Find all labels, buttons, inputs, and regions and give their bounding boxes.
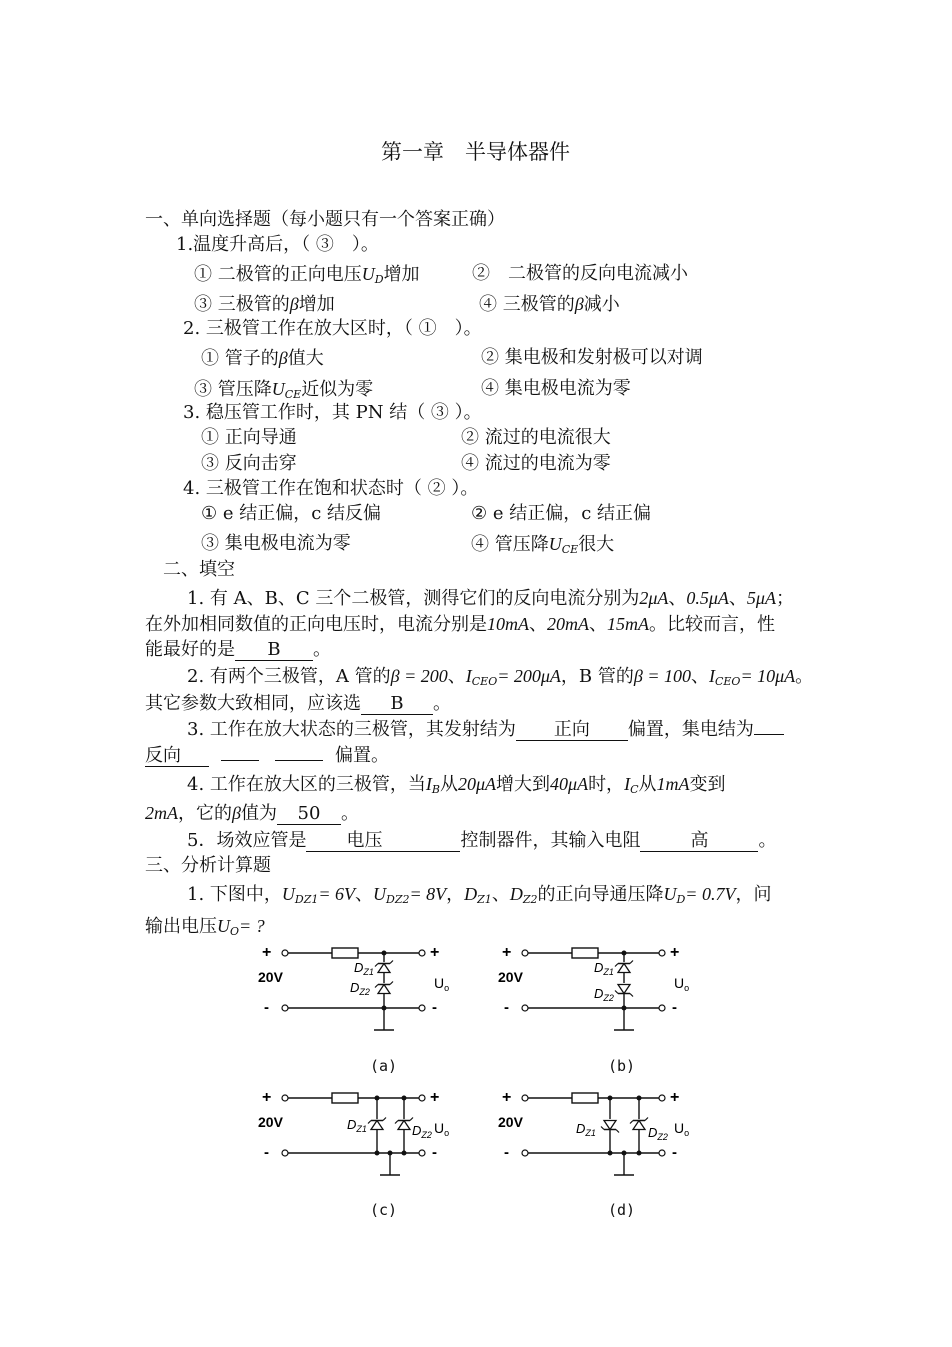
calc-1-line-1: 1. 下图中，$U_{DZ1}= 6V$、$U_{DZ2}= 8V$，$D_{Z1}$、$D_{Z2}$的正向导通压降$U_D= 0.7V$，问: [187, 884, 772, 906]
source-voltage-label: 20V: [258, 969, 283, 985]
fill-3-line-2: 反向 偏置。: [145, 745, 389, 766]
fill-5-answer-2: 高: [640, 831, 758, 852]
fill-3-answer-1: 正向: [516, 720, 628, 741]
caption-a: (a): [370, 1057, 398, 1075]
minus-sign-out: -: [432, 999, 437, 1016]
output-terminal-plus: [659, 950, 665, 956]
q1-stem: 1.温度升高后，（ ③ ）。: [176, 234, 379, 255]
zener-dz2: [375, 982, 393, 994]
label-dz2: $D_{Z2}$: [350, 980, 370, 997]
junction-dot: [388, 1151, 393, 1156]
circuit-c: [250, 1085, 460, 1185]
q2-option-2: ② 集电极和发射极可以对调: [481, 347, 703, 368]
input-terminal-minus: [282, 1150, 288, 1156]
junction-dot: [402, 1151, 407, 1156]
input-terminal-minus: [282, 1005, 288, 1011]
calc-1-line-2: 输出电压$U_O=$ ?: [145, 916, 265, 938]
plus-sign-out: +: [430, 944, 440, 961]
output-terminal-minus: [419, 1005, 425, 1011]
output-voltage-label: $U_o$: [434, 975, 450, 993]
fill-4-line-1: 4. 工作在放大区的三极管，当$I_B$从20μA增大到40μA时，$I_C$从1mA变到: [187, 774, 726, 796]
output-voltage-label: $U_o$: [434, 1120, 450, 1138]
circuit-d: [490, 1085, 700, 1185]
q2-option-1: ① 管子的β值大: [201, 348, 324, 369]
minus-sign-out: -: [432, 1144, 437, 1161]
input-terminal-minus: [522, 1005, 528, 1011]
label-dz2: $D_{Z2}$: [648, 1125, 668, 1142]
output-voltage-label: $U_o$: [674, 975, 690, 993]
fill-4-line-2: 2mA，它的β值为 50 。: [145, 803, 359, 824]
output-terminal-minus: [659, 1150, 665, 1156]
q3-option-3: ③ 反向击穿: [201, 453, 297, 474]
fill-1-answer: B: [235, 640, 313, 661]
fill-5-answer-1: 电压: [306, 831, 460, 852]
fill-2-answer: B: [361, 694, 433, 715]
output-terminal-plus: [659, 1095, 665, 1101]
resistor: [332, 948, 358, 958]
plus-sign-in: +: [502, 944, 512, 961]
q4-stem: 4. 三极管工作在饱和状态时（ ② ）。: [183, 478, 479, 499]
fill-4-answer: 50: [277, 804, 341, 825]
input-terminal-plus: [282, 1095, 288, 1101]
caption-d: (d): [608, 1201, 636, 1219]
q2-stem: 2. 三极管工作在放大区时，（ ① ）。: [183, 318, 482, 339]
label-dz2: $D_{Z2}$: [412, 1123, 432, 1140]
q1-option-3: ③ 三极管的β增加: [194, 294, 335, 315]
minus-sign-in: -: [264, 1144, 269, 1161]
fill-1-line-2: 在外加相同数值的正向电压时，电流分别是10mA、20mA、15mA。比较而言，性: [145, 614, 775, 635]
q4-option-2: ② e 结正偏，c 结正偏: [471, 503, 652, 524]
section-heading-1: 一、单向选择题（每小题只有一个答案正确）: [145, 209, 505, 230]
q1-option-4: ④ 三极管的β减小: [479, 294, 620, 315]
resistor: [572, 948, 598, 958]
q4-option-3: ③ 集电极电流为零: [201, 533, 351, 554]
minus-sign-in: -: [504, 1144, 509, 1161]
label-dz1: $D_{Z1}$: [594, 960, 614, 977]
resistor: [572, 1093, 598, 1103]
caption-c: (c): [370, 1201, 398, 1219]
zener-dz1: [368, 1118, 386, 1130]
junction-dot: [375, 1151, 380, 1156]
q4-option-4: ④ 管压降$U_{CE}$很大: [471, 534, 615, 556]
section-heading-3: 三、分析计算题: [145, 855, 271, 876]
zener-dz1: [375, 961, 393, 973]
zener-dz1: [615, 961, 633, 973]
plus-sign-out: +: [430, 1089, 440, 1106]
fill-1-line-1: 1. 有 A、B、C 三个二极管，测得它们的反向电流分别为2μA、0.5μA、5μA；: [187, 588, 794, 609]
q3-option-1: ① 正向导通: [201, 427, 297, 448]
fill-2-line-1: 2. 有两个三极管，A 管的β = 200、$I_{CEO}= 200\mu A$，B 管的β = 100、$I_{CEO}= 10\mu A$。: [187, 666, 814, 688]
input-terminal-plus: [522, 1095, 528, 1101]
zener-dz2: [630, 1118, 648, 1130]
junction-dot: [622, 1006, 627, 1011]
q3-stem: 3. 稳压管工作时，其 PN 结（ ③ ）。: [183, 402, 482, 423]
plus-sign-in: +: [502, 1089, 512, 1106]
resistor: [332, 1093, 358, 1103]
fill-3-answer-2: 反向: [145, 746, 209, 767]
plus-sign-out: +: [670, 1089, 680, 1106]
minus-sign-in: -: [264, 999, 269, 1016]
output-terminal-plus: [419, 950, 425, 956]
q3-option-2: ② 流过的电流很大: [461, 427, 611, 448]
source-voltage-label: 20V: [258, 1114, 283, 1130]
minus-sign-in: -: [504, 999, 509, 1016]
junction-dot: [622, 1151, 627, 1156]
minus-sign-out: -: [672, 1144, 677, 1161]
section-heading-2: 二、填空: [163, 559, 235, 580]
fill-1-line-3: 能最好的是 B 。: [145, 639, 331, 660]
fill-3-line-1: 3. 工作在放大状态的三极管，其发射结为 正向 偏置，集电结为: [187, 719, 784, 741]
circuit-a: [250, 940, 460, 1040]
plus-sign-in: +: [262, 944, 272, 961]
output-terminal-minus: [659, 1005, 665, 1011]
q2-option-4: ④ 集电极电流为零: [481, 378, 631, 399]
input-terminal-minus: [522, 1150, 528, 1156]
junction-dot: [637, 1151, 642, 1156]
label-dz1: $D_{Z1}$: [576, 1121, 596, 1138]
plus-sign-out: +: [670, 944, 680, 961]
q2-option-3: ③ 管压降$U_{CE}$近似为零: [194, 379, 374, 401]
q4-option-1: ① e 结正偏，c 结反偏: [201, 503, 382, 524]
source-voltage-label: 20V: [498, 969, 523, 985]
page-title: 第一章 半导体器件: [381, 140, 570, 164]
q3-option-4: ④ 流过的电流为零: [461, 453, 611, 474]
input-terminal-plus: [522, 950, 528, 956]
zener-dz2: [395, 1118, 413, 1130]
label-dz2: $D_{Z2}$: [594, 986, 614, 1003]
input-terminal-plus: [282, 950, 288, 956]
output-voltage-label: $U_o$: [674, 1120, 690, 1138]
fill-5: 5．场效应管是 电压 控制器件，其输入电阻 高 。: [187, 830, 777, 851]
q1-option-2: ② 二极管的反向电流减小: [472, 263, 688, 284]
plus-sign-in: +: [262, 1089, 272, 1106]
source-voltage-label: 20V: [498, 1114, 523, 1130]
output-terminal-plus: [419, 1095, 425, 1101]
fill-2-line-2: 其它参数大致相同，应该选 B 。: [145, 693, 451, 714]
junction-dot: [608, 1151, 613, 1156]
circuit-b: [490, 940, 700, 1040]
junction-dot: [382, 1006, 387, 1011]
caption-b: (b): [608, 1057, 636, 1075]
label-dz1: $D_{Z1}$: [354, 960, 374, 977]
minus-sign-out: -: [672, 999, 677, 1016]
q1-option-1: ① 二极管的正向电压$U_D$增加: [194, 264, 420, 286]
output-terminal-minus: [419, 1150, 425, 1156]
label-dz1: $D_{Z1}$: [347, 1117, 367, 1134]
